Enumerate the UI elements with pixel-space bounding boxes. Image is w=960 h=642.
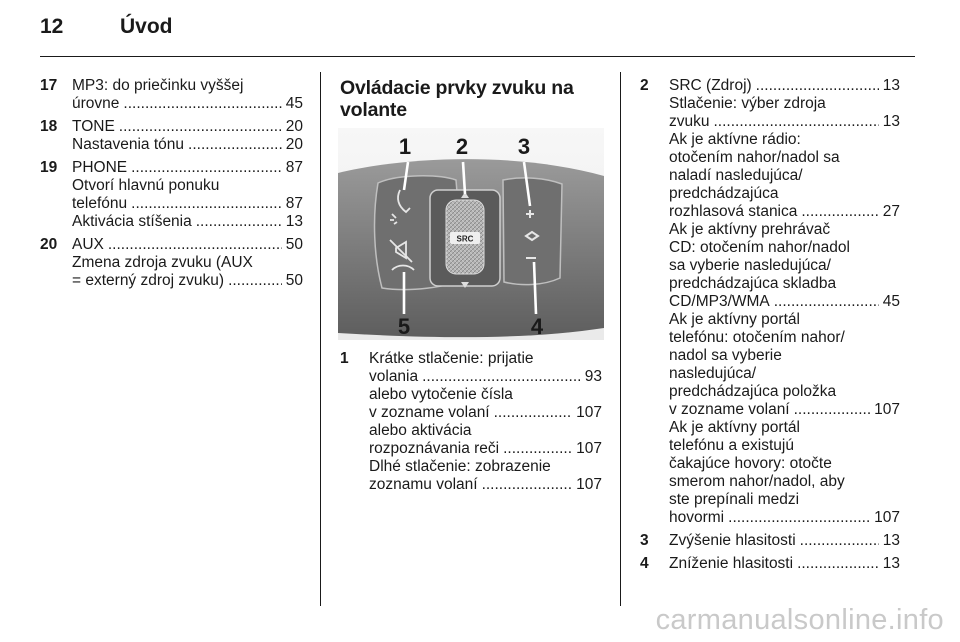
- item-line: [72, 195, 303, 213]
- column-middle: [340, 77, 602, 121]
- item-line: [669, 113, 900, 131]
- dot-leader: [800, 532, 879, 550]
- column-middle-list: [340, 350, 602, 499]
- item-line: [669, 131, 900, 149]
- list-item: [40, 118, 303, 154]
- callout-3: 3: [517, 134, 531, 159]
- item-number: 17: [40, 77, 58, 94]
- item-text: Dlhé stlačenie: zobrazenie: [369, 458, 551, 475]
- item-line: [369, 476, 602, 494]
- page-reference-link[interactable]: 107: [576, 440, 602, 457]
- item-text: Ak je aktívne rádio:: [669, 131, 801, 148]
- dot-leader: [494, 404, 573, 422]
- item-line: [669, 401, 900, 419]
- item-line: [72, 118, 303, 136]
- page-reference-link[interactable]: 27: [882, 203, 900, 220]
- page-reference-link[interactable]: 20: [285, 118, 303, 135]
- item-line: [669, 329, 900, 347]
- item-text: Zvýšenie hlasitosti: [669, 532, 796, 549]
- item-line: [669, 257, 900, 275]
- item-text: smerom nahor/nadol, aby: [669, 473, 845, 490]
- callout-5: 5: [397, 314, 411, 339]
- page-reference-link[interactable]: 50: [285, 236, 303, 253]
- item-text: predchádzajúca položka: [669, 383, 837, 400]
- item-line: [669, 185, 900, 203]
- item-text: CD: otočením nahor/nadol: [669, 239, 850, 256]
- item-line: [369, 386, 602, 404]
- item-text: predchádzajúca skladba: [669, 275, 837, 292]
- item-text: zvuku: [669, 113, 710, 130]
- page-number: 12: [40, 15, 64, 38]
- item-line: [669, 473, 900, 491]
- item-text: alebo aktivácia: [369, 422, 472, 439]
- item-line: [72, 136, 303, 154]
- item-number: 3: [640, 532, 649, 549]
- item-text: rozpoznávania reči: [369, 440, 500, 457]
- item-line: [369, 350, 602, 368]
- dot-leader: [801, 203, 878, 221]
- item-text: PHONE: [72, 159, 128, 176]
- header-rule: [40, 56, 915, 57]
- page-reference-link[interactable]: 20: [285, 136, 303, 153]
- item-number: 2: [640, 77, 649, 94]
- item-line: [669, 221, 900, 239]
- item-text: Zníženie hlasitosti: [669, 555, 794, 572]
- item-number: 1: [340, 350, 349, 367]
- item-text: telefónu: otočením nahor/: [669, 329, 845, 346]
- item-line: [669, 383, 900, 401]
- page-reference-link[interactable]: 13: [882, 113, 900, 130]
- item-line: [669, 149, 900, 167]
- item-number: 19: [40, 159, 58, 176]
- item-text: Ak je aktívny portál: [669, 311, 800, 328]
- page-reference-link[interactable]: 87: [285, 159, 303, 176]
- list-item: [40, 159, 303, 231]
- dot-leader: [131, 159, 282, 177]
- item-line: [669, 419, 900, 437]
- list-item: [640, 555, 900, 573]
- page-reference-link[interactable]: 50: [285, 272, 303, 289]
- steering-wheel-controls-figure: [338, 128, 604, 340]
- item-line: [72, 254, 303, 272]
- item-text: rozhlasová stanica: [669, 203, 798, 220]
- item-line: [72, 159, 303, 177]
- dot-leader: [422, 368, 581, 386]
- item-text: v zozname volaní: [669, 401, 790, 418]
- page-reference-link[interactable]: 107: [874, 401, 900, 418]
- item-text: TONE: [72, 118, 115, 135]
- item-text: nadol sa vyberie: [669, 347, 782, 364]
- item-line: [669, 437, 900, 455]
- item-text: Zmena zdroja zvuku (AUX: [72, 254, 253, 271]
- page-reference-link[interactable]: 107: [576, 476, 602, 493]
- dot-leader: [188, 136, 282, 154]
- item-line: [669, 311, 900, 329]
- dot-leader: [774, 293, 879, 311]
- list-item: [40, 77, 303, 113]
- item-line: [669, 532, 900, 550]
- item-text: čakajúce hovory: otočte: [669, 455, 832, 472]
- item-line: [369, 458, 602, 476]
- page-reference-link[interactable]: 107: [576, 404, 602, 421]
- item-line: [669, 167, 900, 185]
- item-line: [669, 555, 900, 573]
- item-text: alebo vytočenie čísla: [369, 386, 513, 403]
- dot-leader: [228, 272, 282, 290]
- item-number: 18: [40, 118, 58, 135]
- item-line: [72, 213, 303, 231]
- item-text: MP3: do priečinku vyššej: [72, 77, 244, 94]
- item-line: [72, 272, 303, 290]
- item-text: Otvorí hlavnú ponuku: [72, 177, 220, 194]
- item-line: [72, 95, 303, 113]
- item-line: [369, 368, 602, 386]
- section-heading: [340, 77, 602, 121]
- column-right: [640, 77, 900, 578]
- item-text: CD/MP3/WMA: [669, 293, 770, 310]
- dot-leader: [131, 195, 282, 213]
- dot-leader: [756, 77, 879, 95]
- dot-leader: [797, 555, 879, 573]
- item-text: Ak je aktívny portál: [669, 419, 800, 436]
- item-line: [669, 509, 900, 527]
- item-text: zoznamu volaní: [369, 476, 478, 493]
- list-item: [640, 532, 900, 550]
- callout-2: 2: [455, 134, 469, 159]
- item-line: [669, 491, 900, 509]
- column-divider-1: [320, 72, 321, 606]
- column-left: [40, 77, 303, 295]
- item-text: telefónu a existujú: [669, 437, 794, 454]
- item-line: [669, 455, 900, 473]
- item-line: [369, 422, 602, 440]
- item-line: [72, 236, 303, 254]
- item-text: Aktivácia stíšenia: [72, 213, 192, 230]
- dot-leader: [123, 95, 281, 113]
- item-line: [669, 203, 900, 221]
- item-line: [369, 404, 602, 422]
- watermark: carmanualsonline.info: [655, 604, 944, 636]
- item-text: otočením nahor/nadol sa: [669, 149, 840, 166]
- page-reference-link[interactable]: 13: [882, 77, 900, 94]
- list-item: [640, 77, 900, 527]
- item-text: Stlačenie: výber zdroja: [669, 95, 826, 112]
- dot-leader: [482, 476, 573, 494]
- item-line: [72, 77, 303, 95]
- item-text: Krátke stlačenie: prijatie: [369, 350, 534, 367]
- item-text: Nastavenia tónu: [72, 136, 185, 153]
- item-text: telefónu: [72, 195, 128, 212]
- dot-leader: [108, 236, 282, 254]
- page-reference-link[interactable]: 87: [285, 195, 303, 212]
- item-line: [669, 365, 900, 383]
- item-text: AUX: [72, 236, 104, 253]
- list-item: [40, 236, 303, 290]
- page-reference-link[interactable]: 13: [882, 555, 900, 572]
- item-text: v zozname volaní: [369, 404, 490, 421]
- section-heading-line-2: volante: [340, 99, 407, 121]
- callout-1: 1: [398, 134, 412, 159]
- item-text: úrovne: [72, 95, 120, 112]
- item-number: 4: [640, 555, 649, 572]
- item-text: volania: [369, 368, 419, 385]
- item-text: hovormi: [669, 509, 725, 526]
- dot-leader: [503, 440, 572, 458]
- item-line: [669, 77, 900, 95]
- item-text: Ak je aktívny prehrávač: [669, 221, 831, 238]
- item-text: predchádzajúca: [669, 185, 779, 202]
- page-title: Úvod: [120, 15, 173, 38]
- item-text: = externý zdroj zvuku): [72, 272, 225, 289]
- callout-4: 4: [530, 314, 544, 339]
- item-text: ste prepínali medzi: [669, 491, 800, 508]
- item-text: sa vyberie nasledujúca/: [669, 257, 831, 274]
- column-divider-2: [620, 72, 621, 606]
- page-reference-link[interactable]: 13: [285, 213, 303, 230]
- item-text: SRC (Zdroj): [669, 77, 752, 94]
- section-heading-line-1: Ovládacie prvky zvuku na: [340, 77, 574, 99]
- list-item: [340, 350, 602, 494]
- dot-leader: [196, 213, 282, 231]
- page-reference-link[interactable]: 45: [882, 293, 900, 310]
- page-reference-link[interactable]: 45: [285, 95, 303, 112]
- src-label: SRC: [456, 234, 474, 244]
- item-number: 20: [40, 236, 58, 253]
- item-line: [669, 239, 900, 257]
- dot-leader: [728, 509, 870, 527]
- dot-leader: [714, 113, 879, 131]
- item-line: [669, 293, 900, 311]
- page-reference-link[interactable]: 13: [882, 532, 900, 549]
- page-reference-link[interactable]: 93: [584, 368, 602, 385]
- item-line: [669, 275, 900, 293]
- item-line: [669, 347, 900, 365]
- item-text: naladí nasledujúca/: [669, 167, 803, 184]
- item-text: nasledujúca/: [669, 365, 757, 382]
- page-reference-link[interactable]: 107: [874, 509, 900, 526]
- item-line: [369, 440, 602, 458]
- dot-leader: [794, 401, 871, 419]
- dot-leader: [119, 118, 282, 136]
- item-line: [72, 177, 303, 195]
- item-line: [669, 95, 900, 113]
